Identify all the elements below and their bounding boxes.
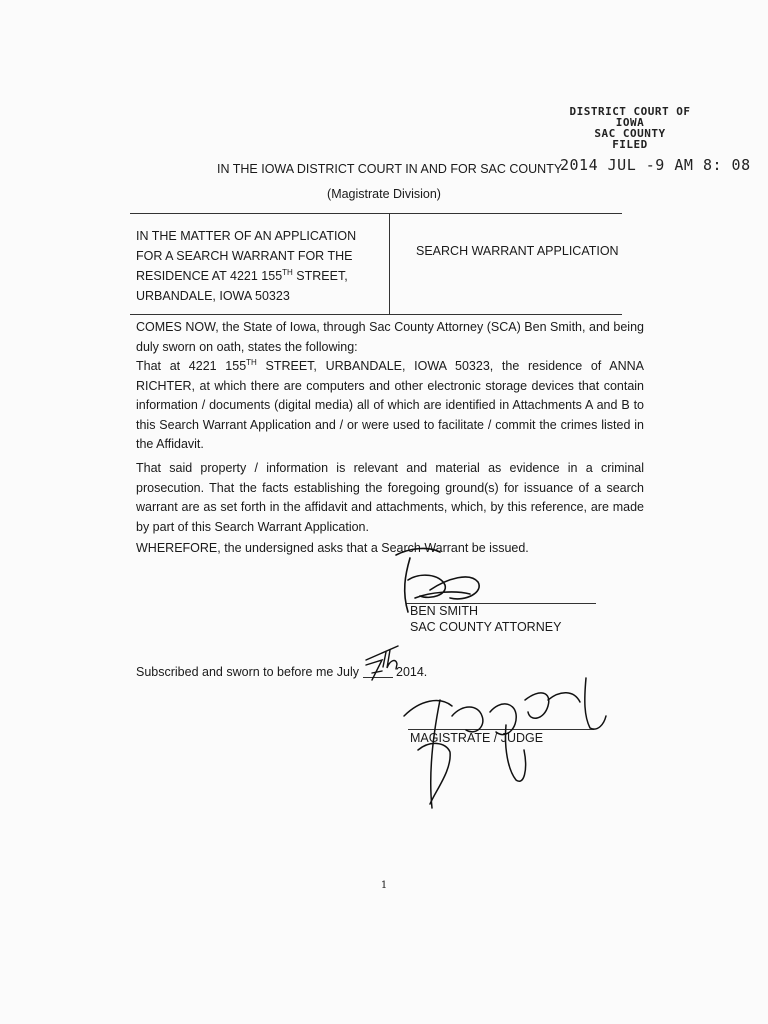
division-label: (Magistrate Division) [327,187,441,201]
page-number: 1 [380,880,388,891]
stamp-court: DISTRICT COURT OF IOWA [569,105,691,129]
body-paragraph-residence: That at 4221 155TH STREET, URBANDALE, IOWA 50323, the residence of ANNA RICHTER, at which there are computers and other electronic storage devices that contain information / documents (digital media) all of which are identified in Attachments A and B to this Search Warrant Application and / or were used to facilitate / commit the crimes listed in the Affidavit. [136,357,645,451]
handwritten-day [366,646,398,680]
caption-line: RESIDENCE AT 4221 155TH STREET, [136,267,348,283]
attorney-signature [396,548,479,612]
caption-line: URBANDALE, IOWA 50323 [136,289,290,303]
signer-title: SAC COUNTY ATTORNEY [410,620,562,634]
body-paragraph-wherefore: WHEREFORE, the undersigned asks that a Search Warrant be issued. [136,541,529,555]
stamp-date: 2014 JUL -9 AM 8: 08 [560,156,751,174]
caption-line: FOR A SEARCH WARRANT FOR THE [136,249,353,263]
court-title: IN THE IOWA DISTRICT COURT IN AND FOR SAC COUNTY [217,162,563,176]
stamp-filed: FILED [612,138,648,151]
body-paragraph-comes-now: COMES NOW, the State of Iowa, through Sac County Attorney (SCA) Ben Smith, and being duly sworn on oath, states the following: [136,320,644,354]
stamp-county: SAC COUNTY [594,127,666,140]
body-paragraph-evidence: That said property / information is relevant and material as evidence in a criminal prosecution. That the facts establishing the foregoing ground(s) for issuance of a search warrant are as set forth in the affidavit and attachments, which, by this reference, are made by part of this Search Warrant Application. [136,461,644,534]
signer-name: BEN SMITH [410,604,479,618]
magistrate-signature [404,678,606,808]
sworn-statement: Subscribed and sworn to before me July 2014. [136,665,428,679]
magistrate-label: MAGISTRATE / JUDGE [410,731,544,745]
document-title: SEARCH WARRANT APPLICATION [416,244,619,258]
caption-line: IN THE MATTER OF AN APPLICATION [136,229,357,243]
